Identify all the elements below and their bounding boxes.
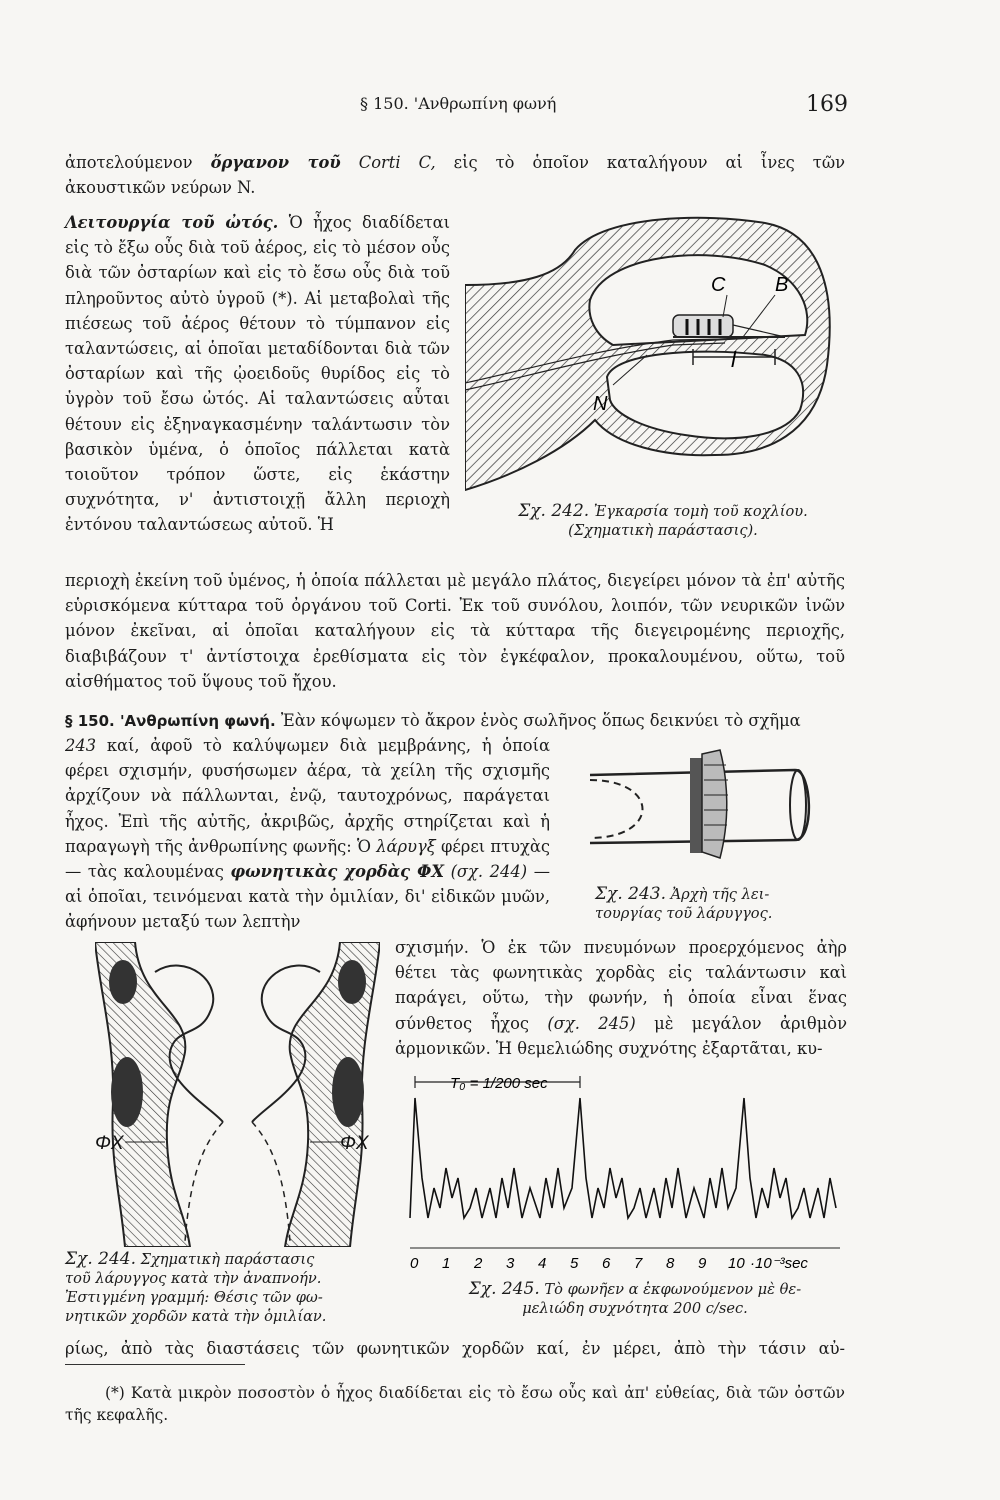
ref-figure-244: (σχ. 244) — [450, 862, 528, 882]
ear-function-cont-text: περιοχὴ ἐκείνη τοῦ ὑμένος, ἡ ὁποία πάλλεται μὲ μεγάλο πλάτος, διεγείρει μόνον τὰ ἐπ' αὐτῆς εὑρισκόμενα κύτταρα τοῦ ὀργάνου τοῦ Corti. Ἐκ τοῦ συνόλου, λοιπόν, τῶν νευρικῶν ἰνῶν μόνον ἐκεῖναι, αἱ ὁποῖαι καταλήγουν εἰς τὰ κύτταρα τῆς διεγειρομένης περιοχῆς, διαβιβάζουν τ' ἀντίστοιχα ἐρεθίσματα εἰς τὸν ἐγκέφαλον, προκαλουμένου, οὕτω, τοῦ αἰσθήματος τοῦ ὕψους τοῦ ἤχου. — [65, 571, 845, 691]
vocal-cords-term: φωνητικὰς χορδὰς ΦΧ — [230, 862, 444, 882]
tick-7: 7 — [634, 1255, 643, 1272]
page-number: 169 — [806, 92, 848, 117]
tick-5: 5 — [570, 1255, 579, 1272]
footnote-marker: (*) — [105, 1384, 125, 1402]
running-title: § 150. 'Ανθρωπίνη φωνή — [360, 94, 557, 113]
figure-242-number: Σχ. 242. — [518, 501, 590, 521]
section-150-text5: — αἱ ὁποῖαι, τεινόμεναι κατὰ τὴν ὁμιλίαν, δι' εἰδικῶν μυῶν, ἀφήνουν μεταξύ των λεπτὴν — [65, 862, 550, 932]
section-150-text2: καί, ἀφοῦ τὸ καλύψωμεν διὰ μεμβράνης, ἡ ὁποία φέρει σχισμήν, φυσήσωμεν ἀέρα, τὰ χείλη τῆς σχισμῆς ἀρχίζουν νὰ πάλλωνται, ἐνῷ, ταυτοχρόνως, παράγεται ἦχος. Ἐπὶ τῆς αὐτῆς, ἀκριβῶς, ἀρχῆς στηρίζεται καὶ ἡ παραγωγὴ τῆς ἀνθρωπίνης φωνῆς: — [65, 736, 550, 856]
figure-244 — [95, 942, 380, 1247]
footnote-text: Κατὰ μικρὸν ποσοστὸν ὁ ἦχος διαδίδεται εἰς τὸ ἔσω οὖς καὶ ἀπ' εὐθείας, διὰ τῶν ὀστῶν τῆς κεφαλῆς. — [65, 1384, 845, 1424]
figure-245-caption-line2: μελιώδη συχνότητα 200 c/sec. — [522, 1300, 748, 1317]
section-150-paragraph — [65, 733, 550, 935]
ear-function-text: Ὁ ἦχος διαδίδεται εἰς τὸ ἔξω οὖς διὰ τοῦ ἀέρος, εἰς τὸ μέσον οὖς διὰ τῶν ὀσταρίων καὶ εἰς τὸ ἔσω οὖς διὰ τοῦ πληροῦντος αὐτὸ ὑγροῦ (*). Αἱ μεταβολαὶ τῆς πιέσεως τοῦ ἀέρος θέτουν τὸ τύμπανον εἰς ταλαντώσεις, αἱ ὁποῖαι μεταδίδονται διὰ τῶν ὀσταρίων καὶ τῆς ᾠοειδοῦς θυρίδος εἰς τὸ ὑγρὸν τοῦ ἔσω ὠτός. Αἱ ταλαντώσεις αὗται θέτουν εἰς ἐξηναγκασμένην ταλάντωσιν τὸν βασικὸν ὑμένα, ὁ ὁποῖος πάλλεται κατὰ τοιοῦτον τρόπον ὥστε, εἰς ἑκάστην συχνότητα, ν' ἀντιστοιχῇ ἄλλη περιοχὴ ἐντόνου ταλαντώσεως αὐτοῦ. Ἡ — [65, 213, 450, 535]
period-label: T₀ = 1/200 sec — [450, 1075, 548, 1092]
label-l: l — [731, 347, 736, 372]
tick-0: 0 — [410, 1255, 419, 1272]
time-axis-unit: ·10⁻³sec — [750, 1255, 808, 1272]
vowel-waveform-chart — [400, 1068, 850, 1273]
tick-10: 10 — [728, 1255, 745, 1272]
section-150-heading: § 150. 'Ανθρωπίνη φωνή. — [65, 712, 276, 730]
label-vocal-cord-left: ΦΧ — [95, 1133, 124, 1154]
right-top-dark — [338, 960, 366, 1004]
speech-position-right — [252, 1122, 290, 1242]
left-cartilage-dark — [111, 1057, 143, 1127]
section-150-text6: σχισμήν. Ὁ ἐκ τῶν πνευμόνων προερχόμενος ἀὴρ θέτει τὰς φωνητικὰς χορδὰς εἰς ταλάντωσιν καὶ παράγει, οὕτω, τὴν φωνήν, ἡ ὁποία εἶναι ἕνας σύνθετος ἦχος — [395, 938, 847, 1033]
figure-243-caption-line2: τουργίας τοῦ λάρυγγος. — [595, 905, 773, 922]
footnote-rule — [65, 1364, 245, 1365]
ear-function-paragraph — [65, 210, 450, 538]
label-b: B — [775, 274, 789, 296]
organ-of-corti-term: ὄργανον τοῦ — [210, 153, 341, 172]
tick-8: 8 — [666, 1255, 675, 1272]
organ-of-corti — [673, 315, 733, 337]
tube-membrane-diagram — [580, 740, 830, 870]
section-150-text1: Ἐὰν κόψωμεν τὸ ἄκρον ἑνὸς σωλῆνος ὅπως δεικνύει τὸ σχῆμα — [280, 711, 801, 730]
figure-245-caption-line1: Τὸ φωνῆεν α ἐκφωνούμενον μὲ θε- — [544, 1281, 802, 1298]
tick-2: 2 — [474, 1255, 483, 1272]
figure-242-caption-line2: (Σχηματικὴ παράστασις). — [568, 522, 758, 539]
larynx-term: λάρυγξ — [376, 836, 436, 856]
figure-244-number: Σχ. 244. — [65, 1249, 136, 1269]
time-axis-ticks — [410, 1255, 808, 1272]
waveform — [410, 1098, 836, 1218]
ref-figure-245: (σχ. 245) — [547, 1013, 636, 1033]
figure-242-caption-line1: Ἐγκαρσία τομὴ τοῦ κοχλίου. — [593, 503, 808, 520]
final-line: ρίως, ἀπὸ τὰς διαστάσεις τῶν φωνητικῶν χορδῶν καί, ἐν μέρει, ἀπὸ τὴν τάσιν αὐ- — [65, 1339, 845, 1358]
figure-243-number: Σχ. 243. — [595, 884, 666, 904]
tick-4: 4 — [538, 1255, 547, 1272]
figure-244-caption — [65, 1250, 390, 1326]
intro-paragraph — [65, 150, 845, 200]
tick-3: 3 — [506, 1255, 515, 1272]
p1-text-a: ἀποτελούμενον — [65, 153, 193, 172]
figure-244-caption-line1: Σχηματικὴ παράστασις — [140, 1251, 315, 1268]
left-top-dark — [109, 960, 137, 1004]
voice-paragraph — [395, 935, 847, 1061]
section-150-text7: μὲ μεγάλον ἀριθμὸν ἁρμονικῶν. Ἡ θεμελιώδης συχνότης ἐξαρτᾶται, κυ- — [395, 1013, 847, 1058]
tick-1: 1 — [442, 1255, 451, 1272]
cochlea-cross-section-diagram — [465, 205, 850, 495]
membrane-clamp — [690, 758, 702, 853]
label-n: N — [593, 393, 608, 415]
figure-242-caption — [478, 502, 848, 540]
tick-9: 9 — [698, 1255, 707, 1272]
p1-text-d: εἰς τὸ ὁποῖον καταλήγουν αἱ ἶνες τῶν — [453, 153, 845, 172]
figure-243-caption-line1: Ἀρχὴ τῆς λει- — [670, 886, 770, 903]
dashed-airflow — [590, 780, 643, 838]
figure-244-caption-line3: Ἐστιγμένη γραμμή: Θέσις τῶν φω- — [65, 1289, 323, 1306]
figure-244-caption-line4: νητικῶν χορδῶν κατὰ τὴν ὁμιλίαν. — [65, 1308, 327, 1325]
figure-243 — [580, 740, 830, 870]
figure-245-caption — [415, 1280, 855, 1318]
figure-242 — [465, 205, 850, 495]
corti-c-term: Corti C, — [358, 153, 436, 172]
right-cartilage-dark — [332, 1057, 364, 1127]
speech-position-left — [185, 1122, 223, 1242]
page-header — [0, 92, 1000, 122]
section-150-text3: Ὁ — [356, 836, 371, 856]
ear-function-continuation — [65, 568, 845, 694]
figure-243-caption — [595, 885, 845, 923]
label-c: C — [711, 274, 726, 296]
section-150-intro-line — [65, 708, 845, 734]
p1-line2: ἀκουστικῶν νεύρων N. — [65, 178, 256, 198]
figure-245-number: Σχ. 245. — [468, 1279, 540, 1299]
figure-245 — [400, 1068, 850, 1273]
section-150-text4: φέρει πτυχὰς — τὰς καλουμένας — [65, 836, 550, 882]
label-vocal-cord-right: ΦΧ — [340, 1133, 369, 1154]
tick-6: 6 — [602, 1255, 611, 1272]
figure-244-caption-line2: τοῦ λάρυγγος κατὰ τὴν ἀναπνοήν. — [65, 1270, 322, 1287]
larynx-diagram — [95, 942, 380, 1247]
ear-function-heading: Λειτουργία τοῦ ὠτός. — [65, 213, 279, 232]
footnote — [65, 1382, 845, 1426]
tube-opening — [790, 770, 806, 840]
ref-figure-243: 243 — [65, 736, 97, 755]
membrane-lip — [702, 750, 727, 858]
